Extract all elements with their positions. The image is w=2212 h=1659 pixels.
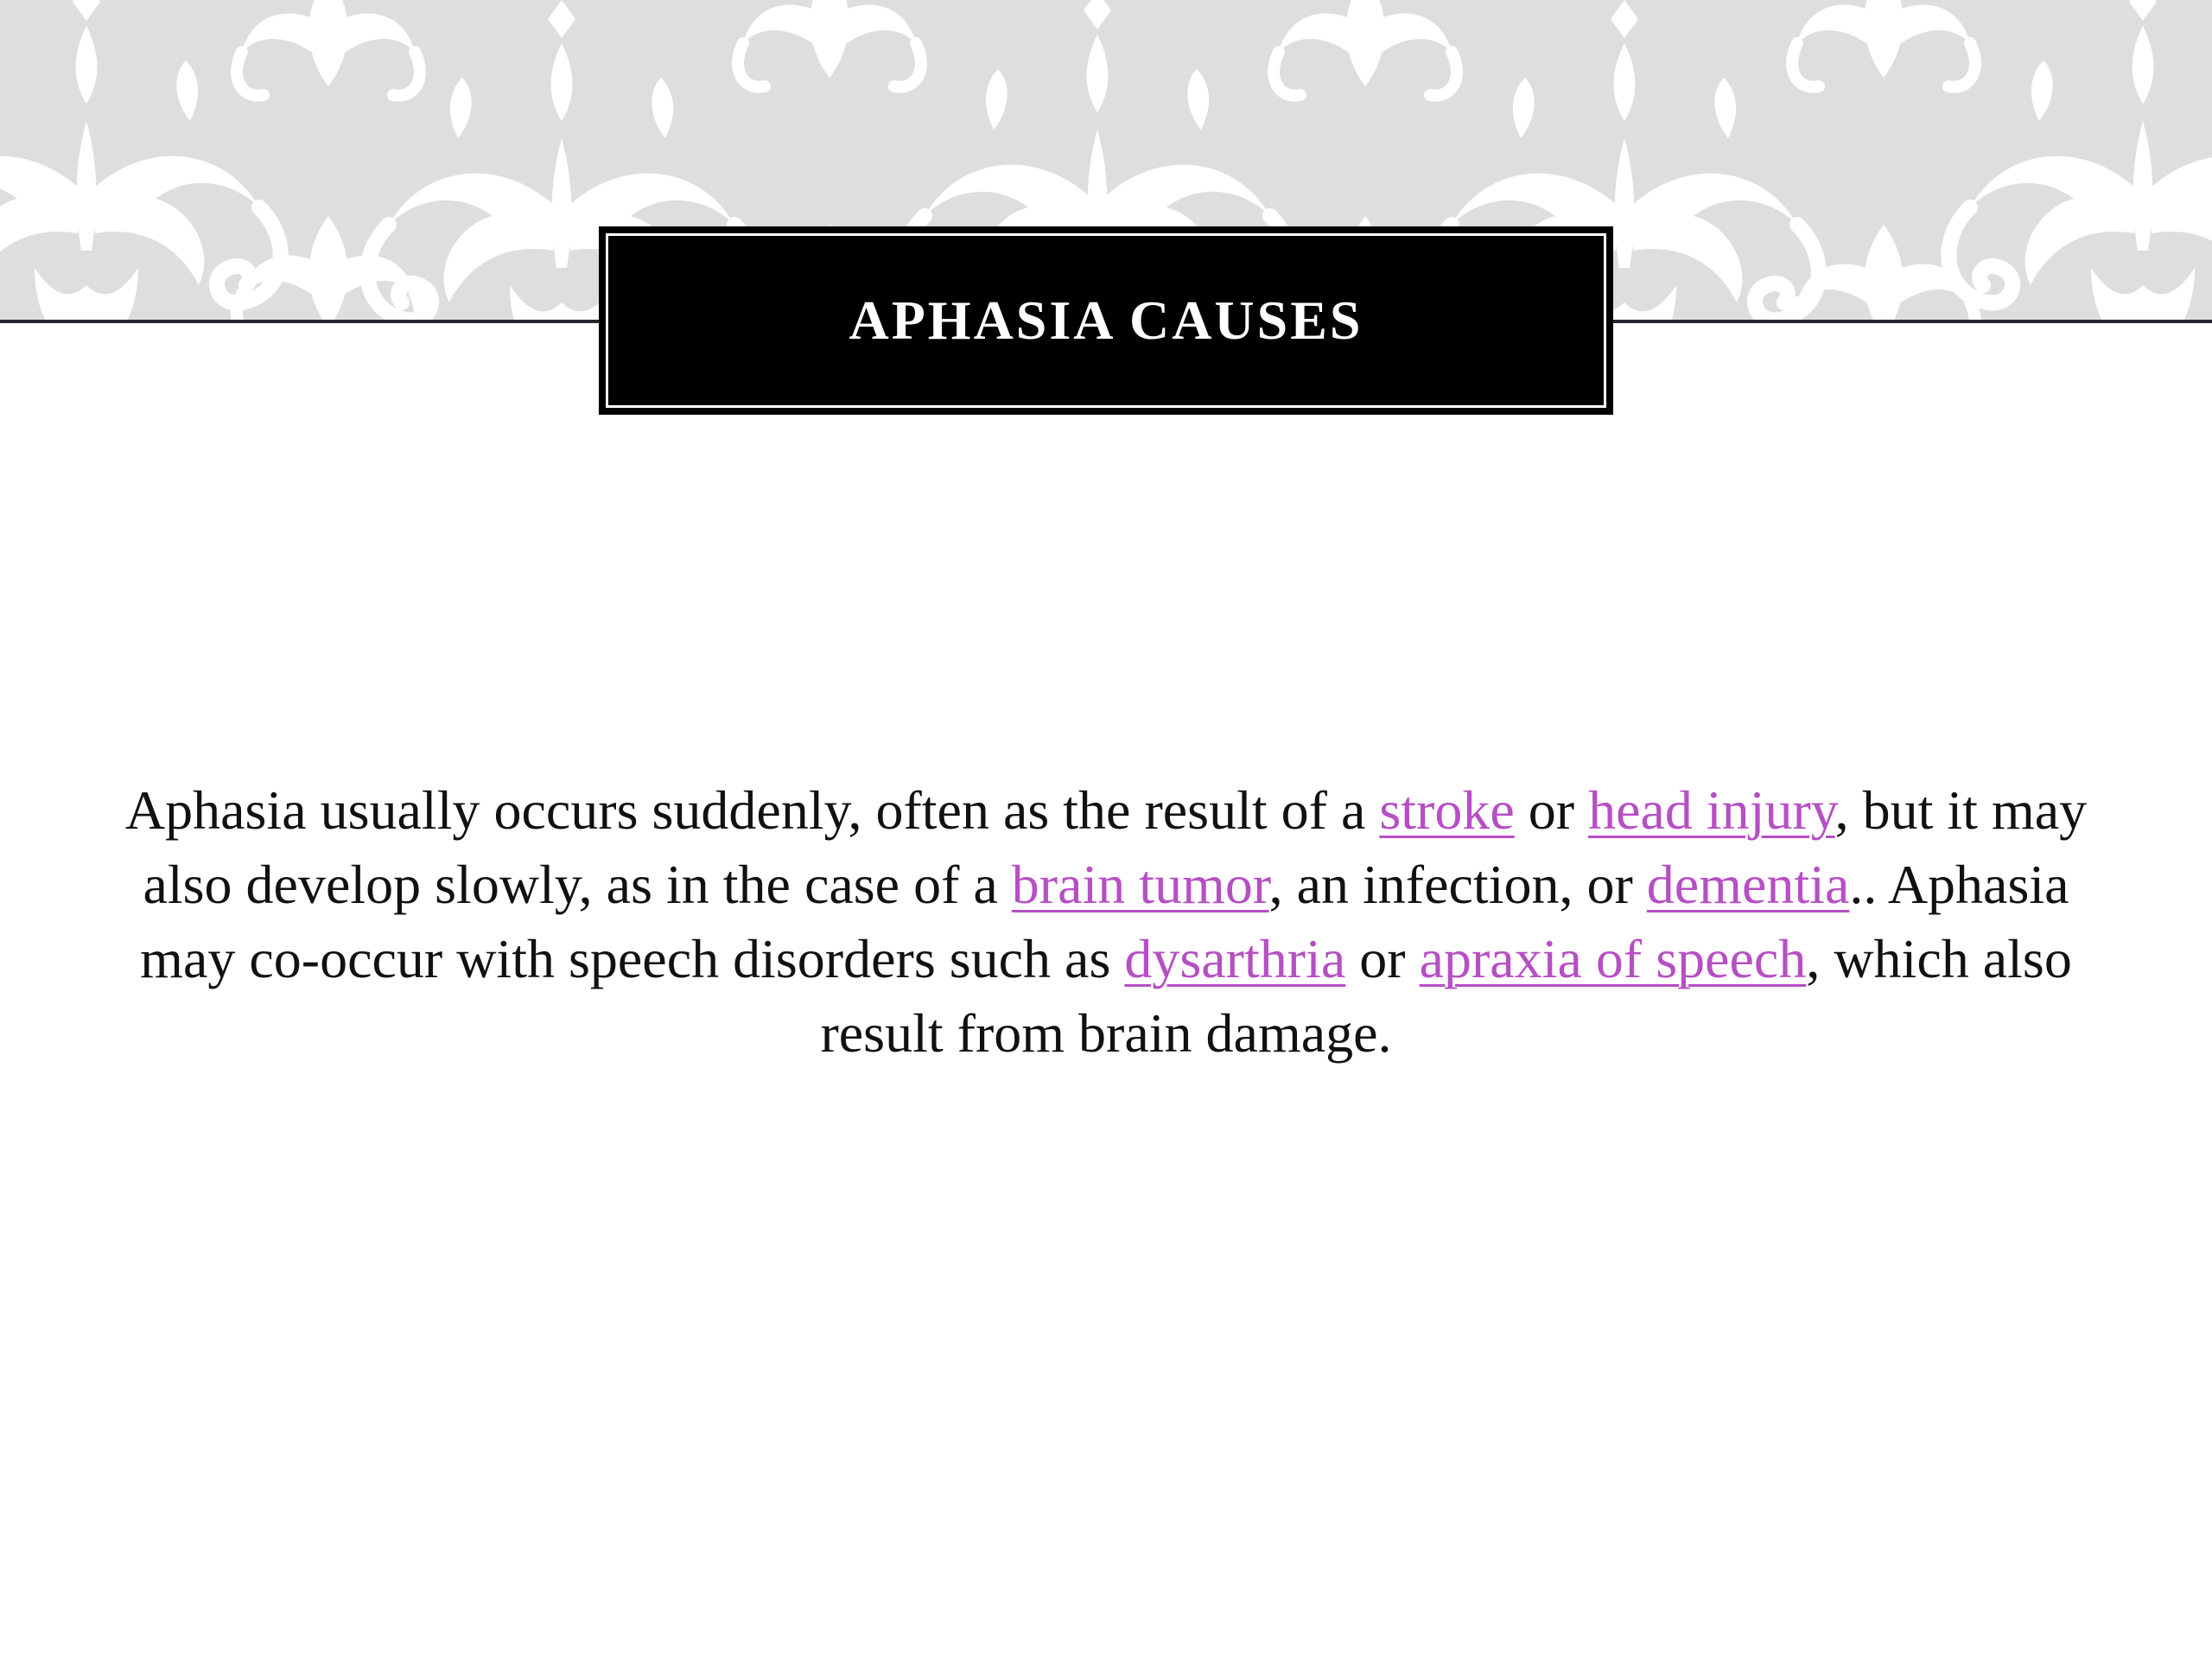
text-segment: or — [1345, 928, 1420, 989]
text-segment: , which also result from brain damage. — [820, 928, 2072, 1064]
text-segment: Aphasia usually occurs suddenly, often as the result of a — [124, 779, 1380, 841]
text-segment: or — [1514, 779, 1589, 841]
link-stroke[interactable]: stroke — [1379, 779, 1515, 841]
text-segment: .. Aphasia may co-occur with speech disorders such as — [140, 854, 2069, 989]
text-segment: , an infection, or — [1268, 854, 1647, 915]
link-brain-tumor[interactable]: brain tumor — [1011, 854, 1269, 915]
link-head-injury[interactable]: head injury — [1588, 779, 1835, 841]
text-segment: , but it may also develop slowly, as in the case of a — [143, 779, 2088, 915]
title-frame — [606, 233, 1606, 408]
link-dysarthria[interactable]: dysarthria — [1124, 928, 1346, 989]
slide-title: APHASIA CAUSES — [849, 289, 1363, 351]
link-apraxia-of-speech[interactable]: apraxia of speech — [1419, 928, 1807, 989]
link-dementia[interactable]: dementia — [1646, 854, 1850, 915]
title-box — [599, 226, 1613, 415]
body-paragraph — [104, 773, 2108, 1071]
